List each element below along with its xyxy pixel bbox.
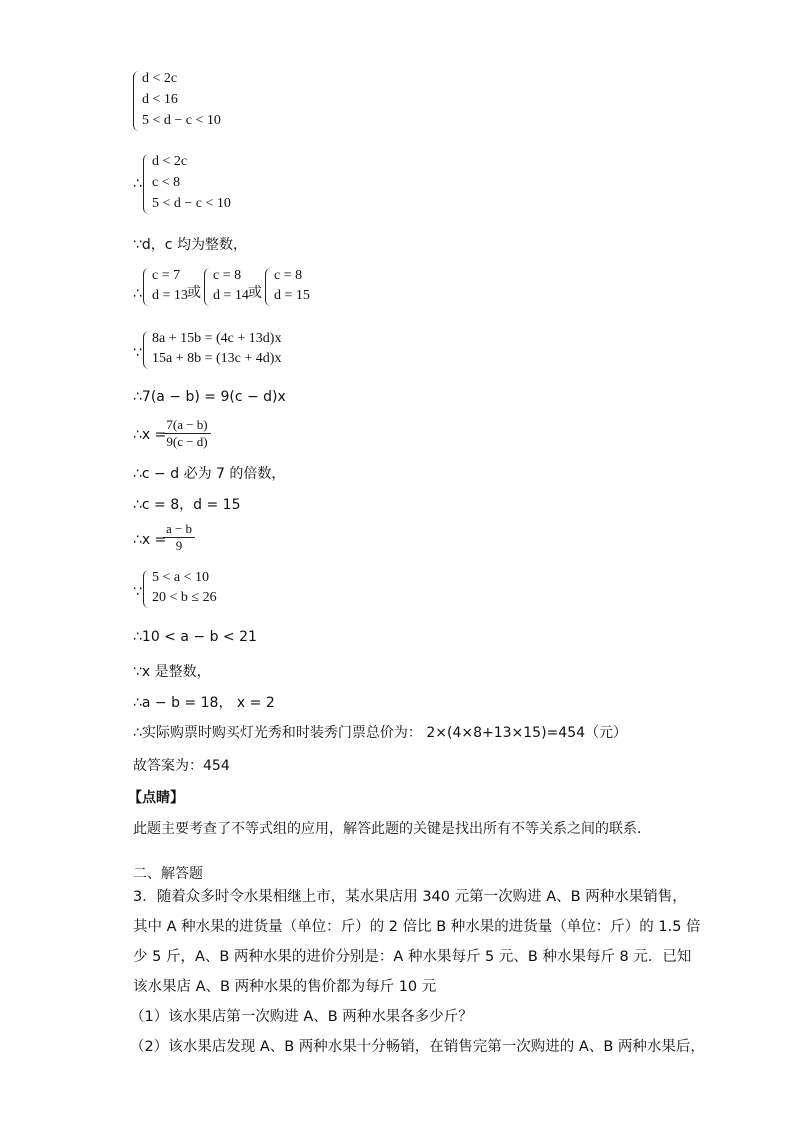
problem-line: 3．随着众多时令水果相继上市，某水果店用 340 元第一次购进 A、B 两种水果销售， — [133, 889, 687, 905]
system-row: d = 14 — [213, 288, 249, 303]
total-price-line: ∴实际购票时购买灯光秀和时装秀门票总价为： 2×(4×8+13×15)=454（元） — [133, 725, 628, 741]
or-word: 或 — [248, 285, 262, 301]
range-line: ∴10 < a − b < 21 — [133, 629, 257, 645]
problem-line: 该水果店 A、B 两种水果的售价都为每斤 10 元 — [133, 979, 437, 995]
denominator: 9 — [163, 537, 195, 554]
numerator: a − b — [165, 521, 193, 536]
or-word: 或 — [187, 285, 201, 301]
system-row: d < 2c — [142, 71, 178, 86]
system-row: 5 < d − c < 10 — [142, 113, 221, 128]
system-row: 5 < d − c < 10 — [152, 196, 231, 211]
system-row: d = 13 — [152, 288, 188, 303]
comment-text: 此题主要考查了不等式组的应用，解答此题的关键是找出所有不等关系之间的联系． — [133, 821, 651, 837]
dianjing-heading: 【点睛】 — [128, 790, 184, 806]
therefore-symbol: ∴ — [133, 286, 142, 302]
system-row: 5 < a < 10 — [152, 570, 210, 585]
system-row: d < 16 — [142, 92, 178, 107]
cd-values: ∴c = 8，d = 15 — [133, 497, 241, 513]
system-row: c = 8 — [274, 268, 303, 283]
system-row: 20 < b ≤ 26 — [152, 590, 217, 605]
problem-text — [130, 882, 705, 1062]
fraction-prefix: ∴x = — [133, 427, 167, 443]
problem-line: 其中 A 种水果的进货量（单位：斤）的 2 倍比 B 种水果的进货量（单位：斤）的 1.5 倍 — [133, 919, 701, 935]
because-symbol: ∵ — [133, 345, 142, 361]
problem-line: （2）该水果店发现 A、B 两种水果十分畅销，在销售完第一次购进的 A、B 两种水果后， — [130, 1039, 705, 1055]
section-heading: 二、解答题 — [133, 866, 203, 882]
denominator: 9(c − d) — [163, 433, 211, 450]
system-row: c < 8 — [152, 175, 181, 190]
system-row: d < 2c — [152, 154, 188, 169]
problem-line: （1）该水果店第一次购进 A、B 两种水果各多少斤？ — [130, 1009, 473, 1025]
system-row: 15a + 8b = (13c + 4d)x — [152, 351, 282, 366]
problem-line: 少 5 斤，A、B 两种水果的进价分别是：A 种水果每斤 5 元、B 种水果每斤 8 元．已知 — [133, 949, 692, 965]
fraction-1 — [163, 417, 211, 450]
system-row: c = 7 — [152, 268, 181, 283]
numerator: 7(a − b) — [166, 417, 208, 432]
system-row: c = 8 — [213, 268, 242, 283]
equation-line: ∴7(a − b) = 9(c − d)x — [133, 389, 286, 405]
fraction-prefix: ∴x = — [133, 532, 167, 548]
therefore-symbol: ∴ — [133, 176, 142, 192]
fraction-2 — [163, 521, 195, 554]
multiple-statement: ∴c − d 必为 7 的倍数， — [133, 466, 286, 482]
system-row: d = 15 — [274, 288, 310, 303]
answer-line: 故答案为：454 — [133, 758, 230, 774]
system-row: 8a + 15b = (4c + 13d)x — [152, 331, 282, 346]
ab-values: ∴a − b = 18， x = 2 — [133, 695, 275, 711]
because-symbol: ∵ — [133, 584, 142, 600]
integer-statement: ∵d，c 均为整数， — [133, 237, 247, 253]
x-integer-statement: ∵x 是整数， — [133, 664, 211, 680]
